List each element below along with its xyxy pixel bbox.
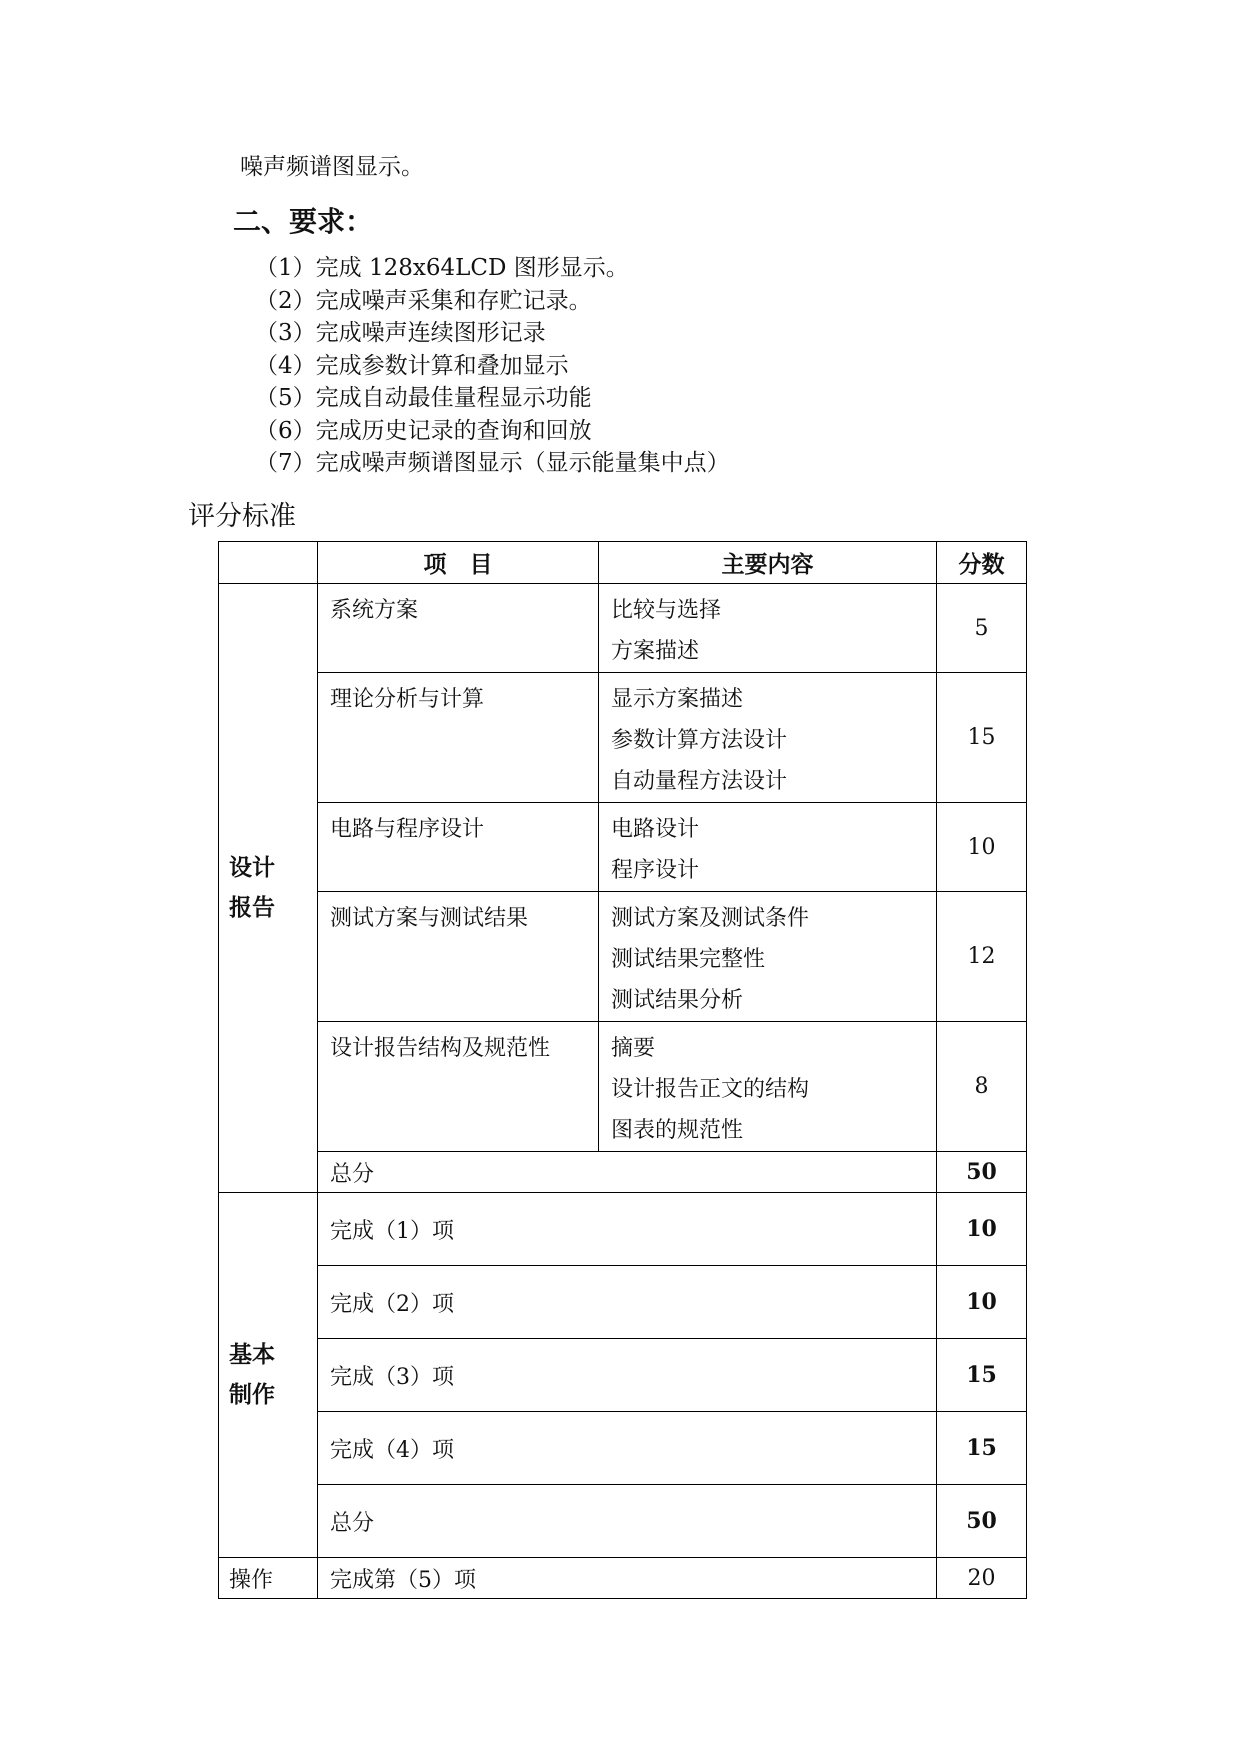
group-label-line: 设计 (229, 854, 275, 881)
table-row (219, 1412, 1027, 1485)
section-title: 二、要求： (233, 205, 374, 238)
item-label: 电路与程序设计 (330, 817, 485, 842)
score-cell: 10 (937, 803, 1027, 892)
score-cell: 10 (937, 1266, 1027, 1339)
total-label: 总分 (318, 1152, 937, 1193)
table-row (219, 1022, 1027, 1152)
header-score: 分数 (937, 542, 1027, 584)
item-cell: 完成（4）项 (318, 1412, 937, 1485)
content-line: 测试结果完整性 (611, 947, 766, 972)
requirement-item: （6）完成历史记录的查询和回放 (255, 417, 592, 444)
total-score: 50 (937, 1485, 1027, 1558)
requirement-item: （4）完成参数计算和叠加显示 (255, 352, 569, 379)
requirement-item: （3）完成噪声连续图形记录 (255, 320, 546, 346)
content-line: 图表的规范性 (611, 1118, 744, 1143)
total-label: 总分 (318, 1485, 937, 1558)
total-score: 50 (937, 1152, 1027, 1193)
header-project: 项 目 (318, 542, 599, 584)
content-line: 比较与选择 (611, 598, 722, 623)
content-line: 自动量程方法设计 (611, 769, 788, 794)
content-line: 摘要 (611, 1036, 656, 1061)
content-line: 参数计算方法设计 (611, 728, 788, 753)
header-content: 主要内容 (599, 542, 937, 584)
table-row (219, 673, 1027, 803)
table-total-row (219, 1485, 1027, 1558)
score-cell: 15 (937, 1412, 1027, 1485)
group-label-line: 制作 (229, 1381, 275, 1408)
criteria-title: 评分标准 (188, 501, 296, 532)
table-row (219, 584, 1027, 673)
group-operation: 操作 (219, 1558, 318, 1599)
requirement-item: （1）完成 128x64LCD 图形显示。 (255, 255, 629, 281)
table-row (219, 1339, 1027, 1412)
content-line: 方案描述 (611, 639, 700, 664)
content-cell (599, 1022, 937, 1152)
score-cell: 20 (937, 1558, 1027, 1599)
content-line: 显示方案描述 (611, 687, 744, 712)
item-cell (318, 584, 599, 673)
table-row (219, 1193, 1027, 1266)
requirements-list (255, 252, 730, 480)
score-cell: 5 (937, 584, 1027, 673)
group-design-report (219, 584, 318, 1193)
scoring-table (218, 541, 1027, 1599)
content-line: 设计报告正文的结构 (611, 1077, 810, 1102)
item-cell: 完成（1）项 (318, 1193, 937, 1266)
score-cell: 8 (937, 1022, 1027, 1152)
group-label-line: 基本 (229, 1341, 275, 1368)
item-cell (318, 673, 599, 803)
item-cell: 完成（3）项 (318, 1339, 937, 1412)
score-cell: 12 (937, 892, 1027, 1022)
table-row (219, 1266, 1027, 1339)
table-row (219, 803, 1027, 892)
item-cell (318, 892, 599, 1022)
item-cell: 完成第（5）项 (318, 1558, 937, 1599)
item-cell (318, 1022, 599, 1152)
table-row (219, 1558, 1027, 1599)
content-line: 测试结果分析 (611, 988, 744, 1013)
content-cell (599, 673, 937, 803)
content-line: 电路设计 (611, 817, 700, 842)
score-cell: 10 (937, 1193, 1027, 1266)
table-total-row (219, 1152, 1027, 1193)
score-cell: 15 (937, 1339, 1027, 1412)
score-cell: 15 (937, 673, 1027, 803)
group-label-line: 报告 (229, 894, 275, 921)
table-row (219, 892, 1027, 1022)
item-label: 理论分析与计算 (330, 687, 485, 712)
content-cell (599, 584, 937, 673)
content-cell (599, 803, 937, 892)
item-label: 设计报告结构及规范性 (330, 1036, 551, 1061)
item-cell: 完成（2）项 (318, 1266, 937, 1339)
table-header-row (219, 542, 1027, 584)
content-cell (599, 892, 937, 1022)
item-cell (318, 803, 599, 892)
header-blank-cell (219, 542, 318, 584)
group-basic-production (219, 1193, 318, 1558)
requirement-item: （5）完成自动最佳量程显示功能 (255, 385, 592, 411)
intro-line: 噪声频谱图显示。 (240, 154, 424, 180)
item-label: 测试方案与测试结果 (330, 906, 529, 931)
content-line: 程序设计 (611, 858, 700, 883)
requirement-item: （7）完成噪声频谱图显示（显示能量集中点） (255, 450, 730, 476)
content-line: 测试方案及测试条件 (611, 906, 810, 931)
requirement-item: （2）完成噪声采集和存贮记录。 (255, 287, 592, 314)
item-label: 系统方案 (330, 598, 419, 623)
